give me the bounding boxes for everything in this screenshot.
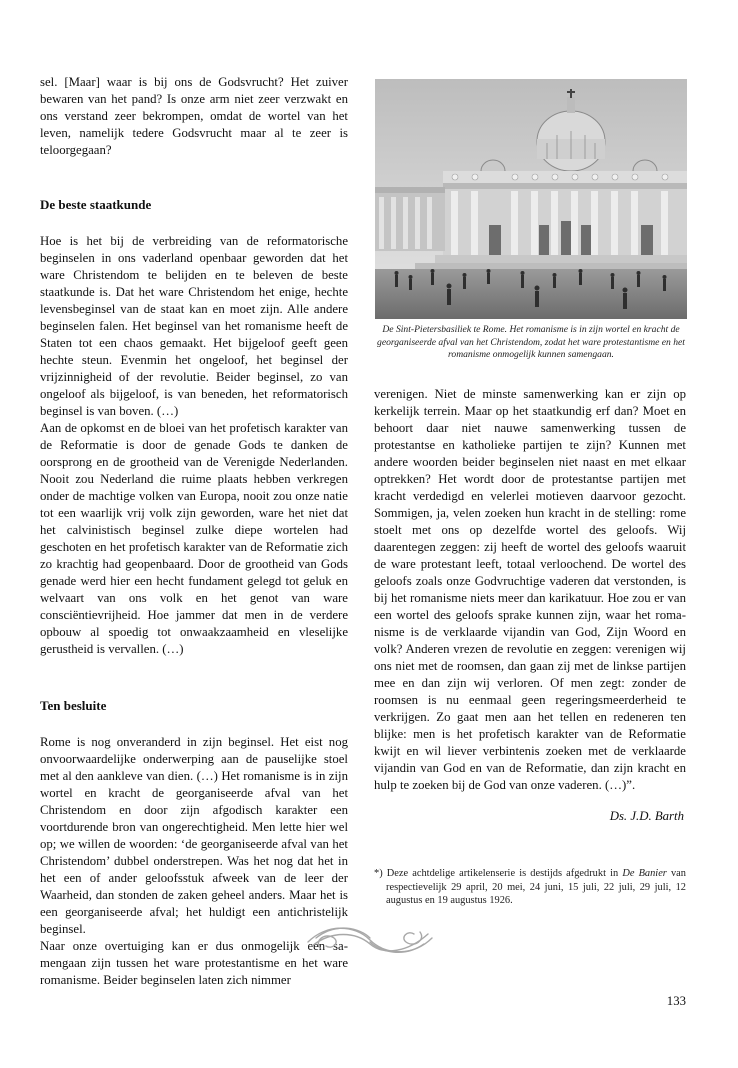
page-number: 133 [666, 994, 686, 1008]
footnote-publication: De Banier [622, 868, 667, 879]
intro-paragraph: sel. [Maar] waar is bij ons de Godsvrucht? Het zuiver bewaren van het pand? Is onze arm niet zeer verzwakt en ons verstand zeer bekrompen, omdat de wortel van het leven, namelijk tedere Godsvrucht maar al te zeer is teloorgegaan? [40, 75, 348, 157]
footnote-prefix: *) Deze achtdelige artikelenserie is destijds afgedrukt in [374, 868, 623, 879]
besluite-paragraph-2: Naar onze overtuiging kan er dus onmogelijk een samengaan zijn tussen het ware protestantisme en het ware romanisme. Beider beginselen laten zich nimmer [40, 939, 348, 987]
author-signature: Ds. J.D. Barth [609, 809, 684, 823]
continued-paragraph: verenigen. Niet de minste samenwerking kan er zijn op kerkelijk terrein. Maar op het staatkundig erf dan? Moet en behoort daar niet nauwe samenwerking tussen de protestantse en katholieke partijen te zijn? Kunnen met andere woorden beider beginselen niet naast en met elkaar optrekken? Het wordt door de protestantse partijen met kracht verdedigd en velerlei motieven daarvoor gezocht. Sommigen, ja, velen zoeken hun kracht in de stelling: rome stoelt met ons op dezelfde wortel des geloofs. Wij daarentegen zeggen: zij heeft de wortel des geloofs waaruit de ware protestant leeft, totaal verloochend. De wortel des geloofs zoals onze Godvruchtige vaderen dat verstonden, is bij het romanisme niets meer dan karikatuur. Hoe zou er van een wortel des geloofs sprake kunnen zijn, waar het romanisme is de verklaarde vijandin van God, Zijn Woord en volk? Anderen vrezen de revolutie en zeggen: verenigen wij ons niet met de roomsen, dan gaan zij met de linkse partijen mee en dan zijn wij verloren. Of men zegt: zonder de roomsen is nu eenmaal geen regeringsmeerderheid te verkrijgen. Zo gaat men aan het tellen en redeneren ten blijke: men is het profetisch karakter van de Reformatie kwijt en wil liever verbintenis zoeken met de verklaarde vijandin van God en van de Reformatie, dan zijn kracht en hulp te zoeken bij de God van onze vaderen. (…)”. [374, 387, 686, 792]
right-column [374, 386, 686, 908]
section-heading-beste-staatkunde: De beste staatkunde [40, 197, 152, 212]
staatkunde-paragraph-2: Aan de opkomst en de bloei van het profetisch karakter van de Reformatie is door de genade Gods te danken de oorsprong en de grootheid van de Verenigde Nederlanden. Nooit zou Nederland die ruime plaats hebben verkregen onder de machtige volken van Europa, nooit zou onze natie tot een waarlijk vrij volk zijn geworden, ware het niet dat het calvinistisch beginsel zulke diepe wortelen had geschoten en het profetisch karakter van de Reformatie zich zo krachtig had geopenbaard. Door de grootheid van Gods genade werd hier een hecht fundament gelegd tot geluk en welvaart van ons volk en het genot van ware consciëntievrijheid. Hoe jammer dat men in de verdere opbouw al spoedig tot onwaakzaamheid en vleselijke gerustheid is vervallen. (…) [40, 421, 348, 656]
basilica-photo [375, 79, 687, 319]
flourish-ornament-icon [302, 918, 438, 962]
staatkunde-paragraph-1: Hoe is het bij de verbreiding van de reformatorische beginselen in ons vaderland openbaar geworden dat het ware Christendom te belijden en te beleven de beste staatkunde is. Dat het ware Christendom het enige, hechte levensbeginsel van de staat kan en moet zijn. Alle andere beginselen falen. Het beginsel van het romanisme heeft de Staten tot een chaos gemaakt. Het bijgeloof geeft geen hechte steun. Evenmin het ongeloof, het beginsel der vrijzinnigheid of der revolutie. Beider beginsel, zo van ongeloof als bijgeloof, is van beneden, het reformatorisch beginsel is van boven. (…) [40, 234, 348, 418]
left-column [40, 74, 348, 989]
st-peters-basilica-illustration [375, 79, 687, 319]
section-heading-ten-besluite: Ten besluite [40, 698, 107, 713]
photo-caption: De Sint-Pietersbasiliek te Rome. Het romanisme is in zijn wortel en kracht de georganiseerde afval van het Christendom, zodat het ware protestantisme en het romanisme onmogelijk kunnen samengaan. [377, 324, 685, 360]
footnote [374, 867, 686, 908]
besluite-paragraph-1: Rome is nog onveranderd in zijn beginsel. Het eist nog onvoorwaardelijke onderwerping aan de pauselijke stoel met al den aankleve van dien. (…) Het romanisme is in zijn wortel en kracht de georganiseerde afval van het Christendom en door zijn afgodisch karakter een voortdurende bron van ongerechtigheid. Men lette hier wel op; we willen de woorden: ‘de georganiseerde afval van het Christendom’ dubbel onderstrepen. Was het nog dat het in het een of ander geloofsstuk afweek van de leer der Waarheid, dan stonden de zaken geheel anders. Maar het is een georganiseerde afval; het huldigt een antichristelijk beginsel. [40, 735, 348, 936]
footnote-suffix: van respectievelijk 29 april, 20 mei, 24 juni, 15 juli, 22 juli, 29 juli, 12 augustus en 19 augustus 1926. [386, 868, 686, 906]
